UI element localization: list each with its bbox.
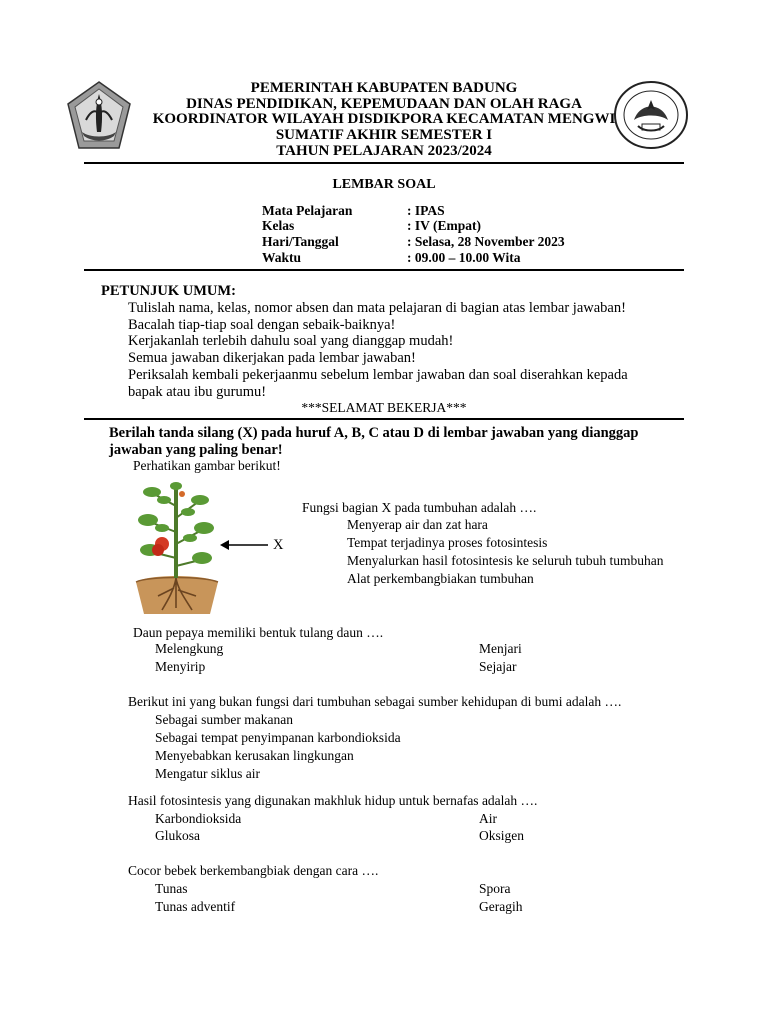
info-value-subject: : IPAS — [407, 203, 445, 218]
info-value-date: : Selasa, 28 November 2023 — [407, 234, 565, 249]
info-label-class: Kelas — [262, 218, 295, 233]
q2-option-d: Sejajar — [479, 659, 517, 674]
closing-text: ***SELAMAT BEKERJA*** — [301, 400, 467, 415]
petunjuk-line-2: Bacalah tiap-tiap soal dengan sebaik-baiknya! — [128, 317, 396, 333]
header-line-2: DINAS PENDIDIKAN, KEPEMUDAAN DAN OLAH RAGA — [186, 96, 582, 112]
q1-option-d: Alat perkembangbiakan tumbuhan — [347, 571, 534, 586]
q2-question: Daun pepaya memiliki bentuk tulang daun …. — [133, 625, 384, 640]
info-label-time: Waktu — [262, 250, 302, 265]
petunjuk-line-4: Semua jawaban dikerjakan pada lembar jawaban! — [128, 350, 416, 366]
petunjuk-divider — [84, 418, 684, 420]
q4-option-c: Glukosa — [155, 828, 200, 843]
info-value-class: : IV (Empat) — [407, 218, 481, 233]
arrow-icon — [220, 538, 270, 552]
q1-intro: Perhatikan gambar berikut! — [133, 458, 281, 473]
q1-option-a: Menyerap air dan zat hara — [347, 517, 488, 532]
info-divider — [84, 269, 684, 271]
q5-option-c: Tunas adventif — [155, 899, 236, 914]
sheet-title: LEMBAR SOAL — [332, 177, 436, 192]
q3-option-d: Mengatur siklus air — [155, 766, 260, 781]
petunjuk-line-6: bapak atau ibu gurumu! — [128, 384, 267, 400]
q3-option-a: Sebagai sumber makanan — [155, 712, 293, 727]
q4-question: Hasil fotosintesis yang digunakan makhluk hidup untuk bernafas adalah …. — [128, 793, 538, 808]
header-divider — [84, 162, 684, 164]
header-line-1: PEMERINTAH KABUPATEN BADUNG — [250, 80, 518, 96]
q5-question: Cocor bebek berkembangbiak dengan cara …. — [128, 863, 379, 878]
q4-option-b: Air — [479, 811, 497, 826]
q2-option-b: Menjari — [479, 641, 522, 656]
q5-option-b: Spora — [479, 881, 511, 896]
q5-option-d: Geragih — [479, 899, 523, 914]
info-label-subject: Mata Pelajaran — [262, 203, 353, 218]
petunjuk-line-1: Tulislah nama, kelas, nomor absen dan mata pelajaran di bagian atas lembar jawaban! — [128, 300, 626, 316]
q5-option-a: Tunas — [155, 881, 188, 896]
instruction-line-2: jawaban yang paling benar! — [109, 442, 283, 458]
info-label-date: Hari/Tanggal — [262, 234, 339, 249]
q3-question: Berikut ini yang bukan fungsi dari tumbuhan sebagai sumber kehidupan di bumi adalah …. — [128, 694, 622, 709]
q2-option-c: Menyirip — [155, 659, 206, 674]
petunjuk-line-3: Kerjakanlah terlebih dahulu soal yang dianggap mudah! — [128, 333, 454, 349]
q1-option-b: Tempat terjadinya proses fotosintesis — [347, 535, 548, 550]
instruction-line-1: Berilah tanda silang (X) pada huruf A, B, C atau D di lembar jawaban yang dianggap — [109, 425, 639, 441]
q1-marker-x: X — [273, 537, 284, 553]
petunjuk-line-5: Periksalah kembali pekerjaanmu sebelum lembar jawaban dan soal diserahkan kepada — [128, 367, 628, 383]
q4-option-d: Oksigen — [479, 828, 524, 843]
q1-question: Fungsi bagian X pada tumbuhan adalah …. — [302, 500, 537, 515]
tomato-plant-image — [128, 478, 224, 618]
petunjuk-title: PETUNJUK UMUM: — [101, 283, 236, 299]
q1-option-c: Menyalurkan hasil fotosintesis ke seluruh tubuh tumbuhan — [347, 553, 664, 568]
q4-option-a: Karbondioksida — [155, 811, 242, 826]
header-line-4: SUMATIF AKHIR SEMESTER I — [275, 127, 493, 143]
header-line-5: TAHUN PELAJARAN 2023/2024 — [276, 143, 492, 159]
header-line-3: KOORDINATOR WILAYAH DISDIKPORA KECAMATAN MENGWI — [152, 111, 616, 127]
q3-option-b: Sebagai tempat penyimpanan karbondioksida — [155, 730, 401, 745]
q2-option-a: Melengkung — [155, 641, 224, 656]
info-value-time: : 09.00 – 10.00 Wita — [407, 250, 521, 265]
q3-option-c: Menyebabkan kerusakan lingkungan — [155, 748, 354, 763]
